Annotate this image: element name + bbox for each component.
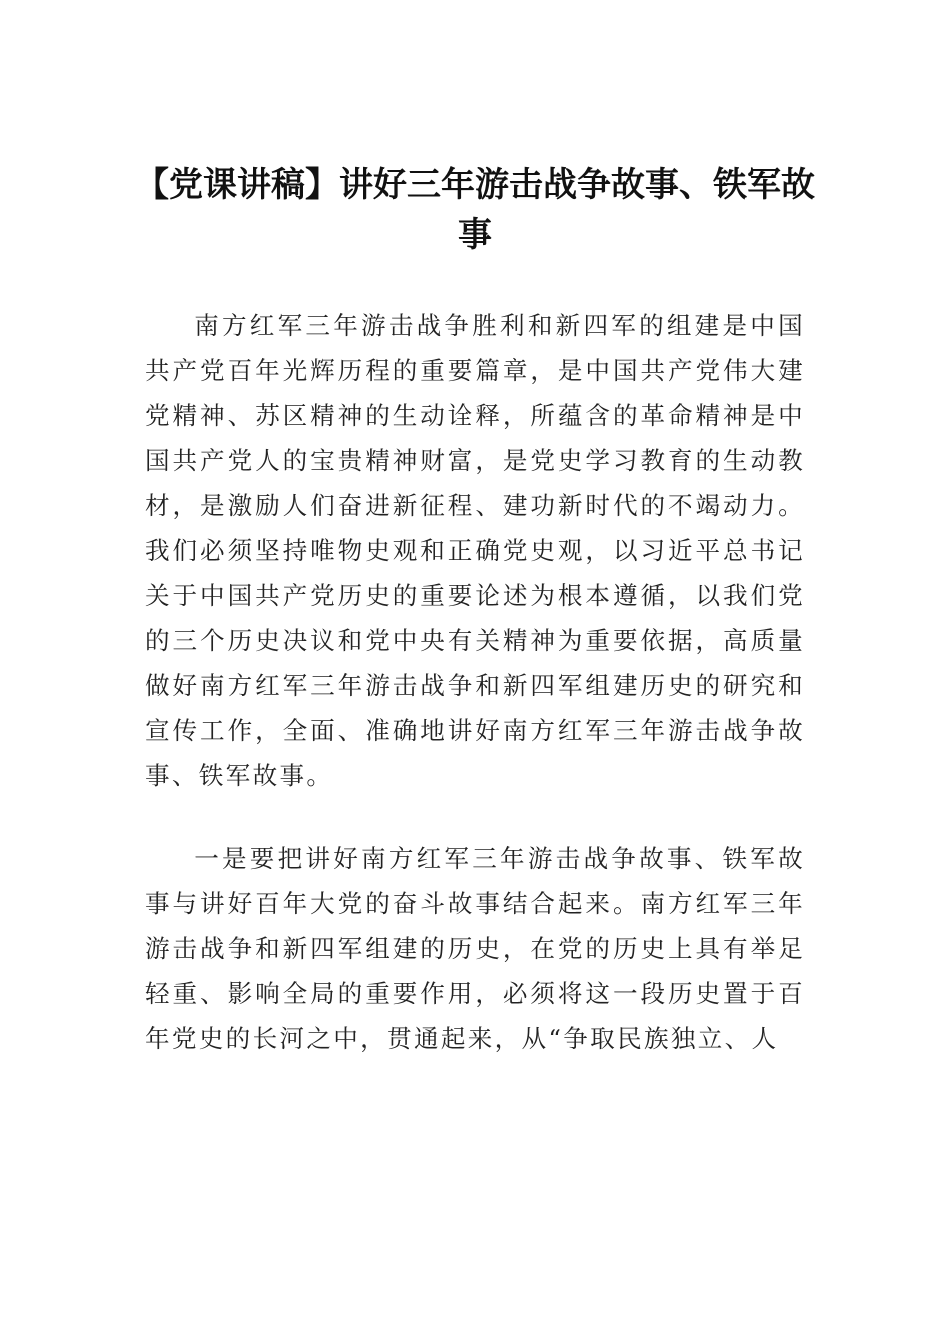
- document-title: 【党课讲稿】讲好三年游击战争故事、铁军故事: [135, 165, 815, 255]
- paragraph-point-one: 一是要把讲好南方红军三年游击战争故事、铁军故事与讲好百年大党的奋斗故事结合起来。南方红军三年游击战争和新四军组建的历史，在党的历史上具有举足轻重、影响全局的重要作用，必须将这一段历史置于百年党史的长河之中，贯通起来，从“争取民族独立、人: [145, 844, 805, 1053]
- paragraph-intro: 南方红军三年游击战争胜利和新四军的组建是中国共产党百年光辉历程的重要篇章，是中国共产党伟大建党精神、苏区精神的生动诠释，所蕴含的革命精神是中国共产党人的宝贵精神财富，是党史学习教育的生动教材，是激励人们奋进新征程、建功新时代的不竭动力。我们必须坚持唯物史观和正确党史观，以习近平总书记关于中国共产党历史的重要论述为根本遵循，以我们党的三个历史决议和党中央有关精神为重要依据，高质量做好南方红军三年游击战争和新四军组建历史的研究和宣传工作，全面、准确地讲好南方红军三年游击战争故事、铁军故事。: [145, 311, 805, 790]
